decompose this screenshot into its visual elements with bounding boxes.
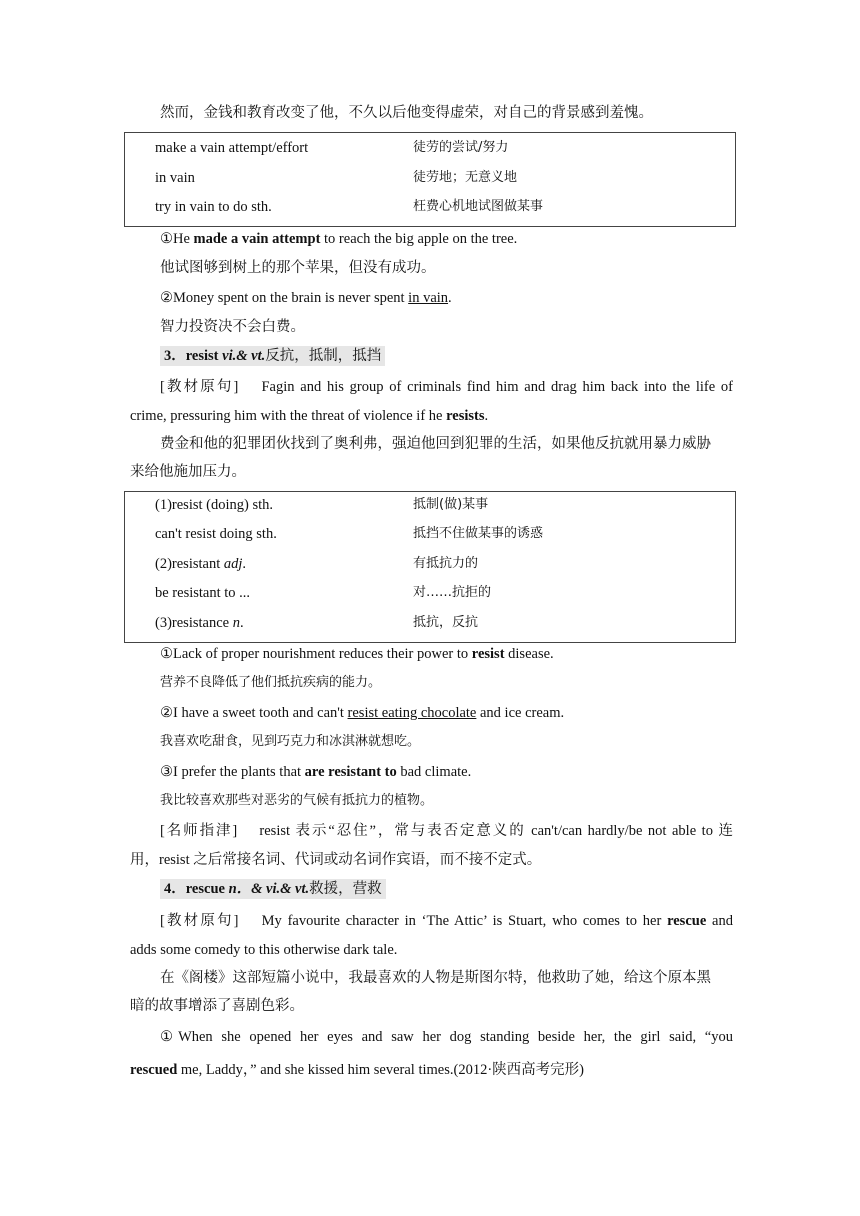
phrase-en: can't resist doing sth. (155, 526, 277, 542)
phrase-zh: 对……抗拒的 (413, 585, 492, 600)
resist-example-1: ①Lack of proper nourishment reduces their power to resist disease. (160, 646, 554, 662)
phrase-zh: 抵挡不住做某事的诱惑 (413, 526, 544, 541)
rescue-source-line-2: adds some comedy to this otherwise dark tale. (130, 942, 398, 958)
phrase-zh: 徒劳的尝试/努力 (413, 140, 509, 155)
resist-tip-line-1: [名师指津] resist 表示“忍住”，常与表否定意义的 can't/can hardly/be not able to 连 (160, 823, 734, 839)
answer-blank: resist eating chocolate (347, 705, 477, 721)
phrase-en: in vain (155, 170, 195, 186)
rescue-example-1-line-2: rescued me, Laddy，” and she kissed him several times.(2012·陕西高考完形) (130, 1062, 584, 1078)
resist-source-translation-2: 来给他施加压力。 (130, 464, 246, 480)
resist-source-translation-1: 费金和他的犯罪团伙找到了奥利弗，强迫他回到犯罪的生活，如果他反抗就用暴力威胁 (160, 436, 711, 452)
rescue-source-translation-2: 暗的故事增添了喜剧色彩。 (130, 998, 304, 1014)
phrase-en: be resistant to ... (155, 585, 251, 601)
vain-example-2-translation: 智力投资决不会白费。 (160, 319, 305, 335)
rescue-heading: 4．rescue n．& vi.& vt.救援，营救 (160, 879, 733, 899)
vain-example-2: ②Money spent on the brain is never spent in vain. (160, 290, 452, 306)
phrase-en: try in vain to do sth. (155, 199, 272, 215)
phrase-en: (1)resist (doing) sth. (155, 497, 273, 513)
vain-example-1: ①He made a vain attempt to reach the big apple on the tree. (160, 231, 518, 247)
intro-translation: 然而，金钱和教育改变了他，不久以后他变得虚荣，对自己的背景感到羞愧。 (160, 105, 653, 121)
resist-phrase-box (124, 491, 736, 643)
rescue-example-1-line-1: ①When she opened her eyes and saw her dog standing beside her, the girl said, “you (160, 1029, 733, 1045)
resist-example-3: ③I prefer the plants that are resistant to bad climate. (160, 764, 472, 780)
resist-example-1-translation: 营养不良降低了他们抵抗疾病的能力。 (160, 675, 382, 690)
phrase-zh: 抵抗，反抗 (413, 615, 479, 630)
phrase-en: (3)resistance n. (155, 615, 244, 631)
rescue-source-line-1: [教材原句] My favourite character in ‘The Attic’ is Stuart, who comes to her rescue and (160, 913, 733, 929)
vain-example-1-translation: 他试图够到树上的那个苹果，但没有成功。 (160, 260, 436, 276)
source-tag: [教材原句] (160, 379, 239, 395)
vain-phrase-box (124, 132, 736, 227)
phrase-en: (2)resistant adj. (155, 556, 247, 572)
phrase-zh: 抵制(做)某事 (413, 497, 489, 512)
resist-tip-line-2: 用，resist 之后常接名词、代词或动名词作宾语，而不接不定式。 (130, 852, 542, 868)
phrase-zh: 枉费心机地试图做某事 (413, 199, 544, 214)
phrase-zh: 徒劳地；无意义地 (413, 170, 518, 185)
phrase-zh: 有抵抗力的 (413, 556, 479, 571)
answer-blank: in vain (408, 290, 449, 306)
resist-source-line-2: crime, pressuring him with the threat of violence if he resists. (130, 408, 489, 424)
resist-example-3-translation: 我比较喜欢那些对恶劣的气候有抵抗力的植物。 (160, 793, 434, 808)
resist-heading: 3．resist vi.& vt.反抗，抵制，抵挡 (160, 346, 733, 366)
phrase-en: make a vain attempt/effort (155, 140, 309, 156)
tip-tag: [名师指津] (160, 823, 238, 839)
resist-source-line-1: [教材原句] Fagin and his group of criminals find him and drag him back into the life of (160, 379, 734, 395)
resist-example-2-translation: 我喜欢吃甜食，见到巧克力和冰淇淋就想吃。 (160, 734, 421, 749)
resist-example-2: ②I have a sweet tooth and can't resist eating chocolate and ice cream. (160, 705, 565, 721)
source-tag: [教材原句] (160, 913, 239, 929)
rescue-source-translation-1: 在《阁楼》这部短篇小说中，我最喜欢的人物是斯图尔特，他救助了她，给这个原本黑 (160, 970, 711, 986)
